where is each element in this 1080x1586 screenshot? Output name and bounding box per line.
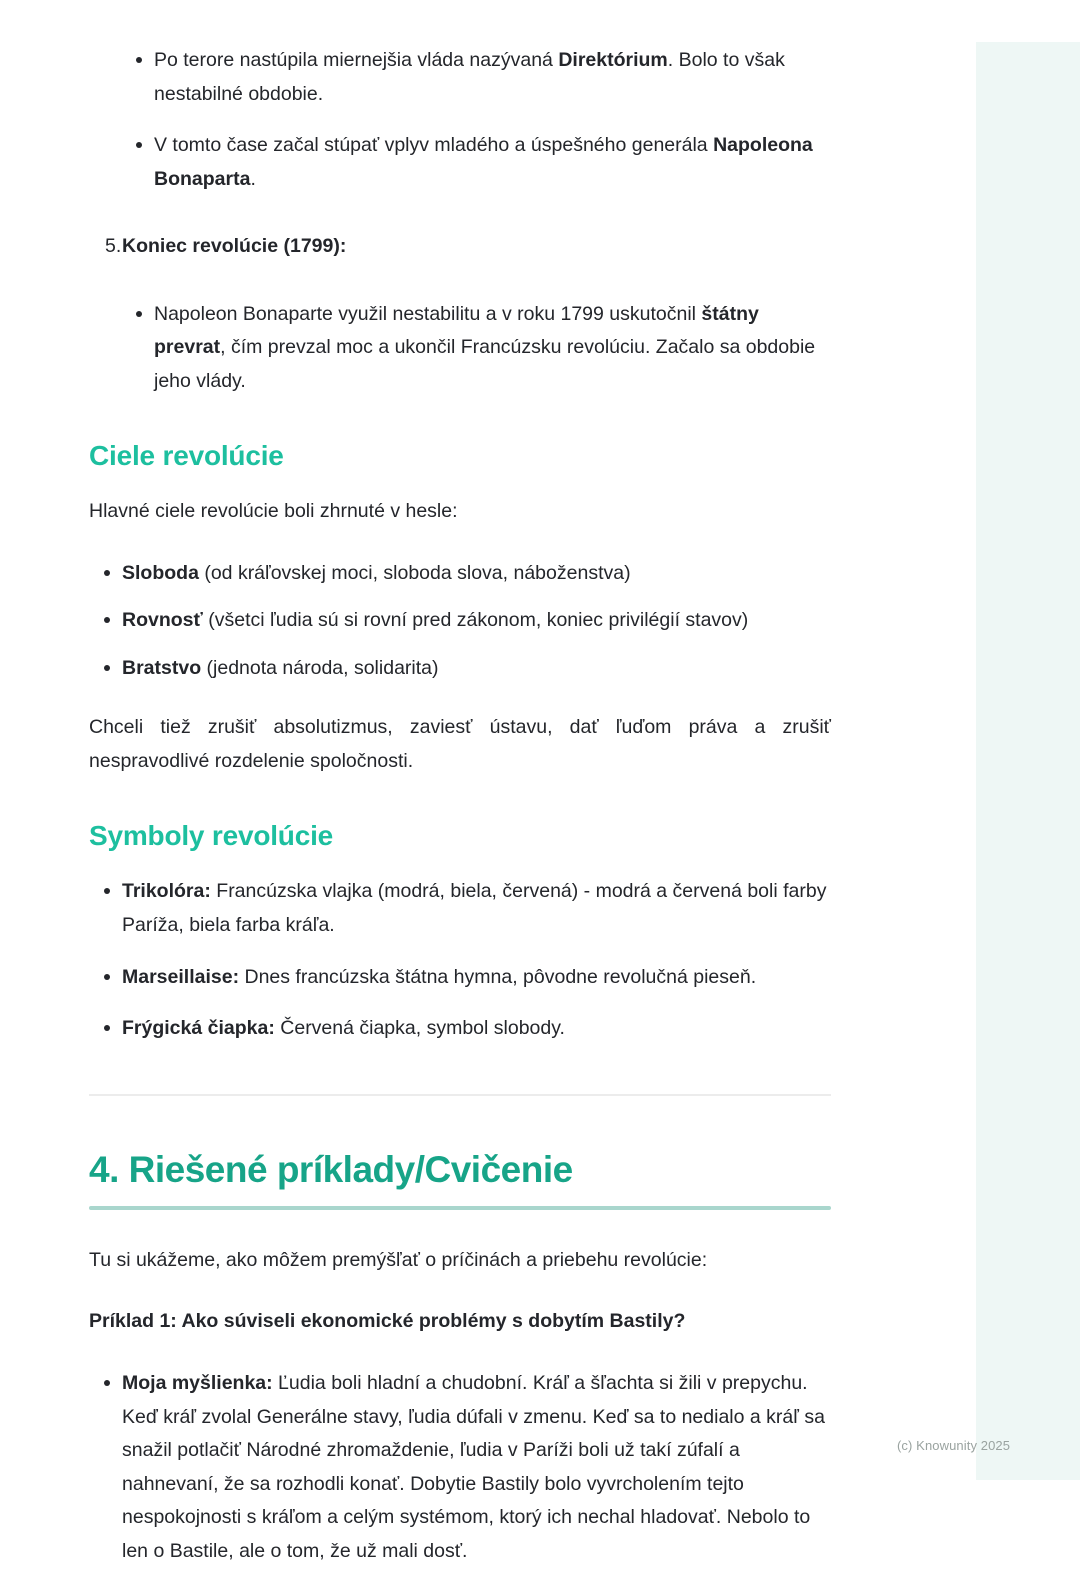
- bullet-text-tail: Ľudia boli hladní a chudobní. Kráľ a šľachta si žili v prepychu. Keď kráľ zvolal Generálne stavy, ľudia dúfali v zmenu. Keď sa to nedialo a kráľ sa snažil potlačiť Národné zhromaždenie, ľudia v Paríži boli už takí zúfalí a nahnevaní, že sa rozhodli konať. Dobytie Bastily bolo vyvrcholením tejto nespokojnosti s kráľom a celým systémom, ktorý ich nechal hladovať. Nebolo to len o Bastile, ale o tom, že už mali dosť.: [122, 1372, 825, 1562]
- exercise-bullet-list: [89, 1367, 831, 1568]
- bullet-text-bold: Sloboda: [122, 561, 199, 584]
- goals-bullet-list: [89, 557, 831, 686]
- list-item: [89, 1012, 831, 1046]
- bullet-text-tail: Francúzska vlajka (modrá, biela, červená) - modrá a červená boli farby Paríža, biela farba kráľa.: [122, 880, 827, 936]
- bullet-text-tail: Červená čiapka, symbol slobody.: [274, 1017, 565, 1040]
- bullet-text-tail: . Bolo to však nestabilné obdobie.: [154, 49, 785, 105]
- bullet-text-lead: V tomto čase začal stúpať vplyv mladého a úspešného generála: [154, 134, 714, 157]
- bullet-text-lead: Po terore nastúpila miernejšia vláda nazývaná: [154, 49, 559, 71]
- bullet-text-bold: Frýgická čiapka:: [122, 1017, 275, 1040]
- bullet-text-bold: Trikolóra:: [122, 880, 211, 903]
- content-column: [89, 44, 831, 1568]
- bullet-text-bold: Moja myšlienka:: [122, 1372, 273, 1395]
- numbered-list-item: [89, 230, 831, 264]
- list-item: [121, 44, 831, 111]
- example-title-text: Príklad 1: Ako súviseli ekonomické problémy s dobytím Bastily?: [89, 1310, 686, 1333]
- continuation-bullet-list: [121, 44, 831, 196]
- side-panel: [976, 42, 1080, 1480]
- goals-closing-paragraph: Chceli tiež zrušiť absolutizmus, zaviesť ústavu, dať ľuďom práva a zrušiť nespravodlivé rozdelenie spoločnosti.: [89, 716, 831, 772]
- numbered-sub-bullet-list: [121, 298, 831, 399]
- bullet-text-tail: Dnes francúzska štátna hymna, pôvodne revolučná pieseň.: [239, 965, 757, 988]
- copyright-watermark: (c) Knowunity 2025: [897, 1438, 1011, 1453]
- bullet-text-lead: Napoleon Bonaparte využil nestabilitu a v roku 1799 uskutočnil: [154, 302, 702, 325]
- example-title: [89, 1305, 831, 1339]
- major-heading-exercises: 4. Riešené príklady/Cvičenie: [89, 1148, 573, 1190]
- numbered-list: [89, 230, 831, 264]
- list-marker: 5.: [105, 235, 122, 258]
- bullet-text-bold: Marseillaise:: [122, 965, 240, 988]
- bullet-text-tail: .: [250, 167, 256, 190]
- symbols-bullet-list: [89, 875, 831, 1045]
- section-heading-symbols: Symboly revolúcie: [89, 820, 334, 852]
- bullet-text-tail: (od kráľovskej moci, sloboda slova, náboženstva): [198, 561, 631, 584]
- major-heading-underline: [89, 1206, 831, 1210]
- section-heading-goals: Ciele revolúcie: [89, 440, 284, 472]
- bullet-text-bold: Napoleona Bonaparta: [154, 134, 813, 190]
- list-item: [89, 875, 831, 942]
- numbered-item-label: Koniec revolúcie (1799):: [122, 235, 347, 258]
- list-item: [89, 1367, 831, 1568]
- bullet-text-bold: Rovnosť: [122, 609, 203, 632]
- section-divider: [89, 1094, 831, 1096]
- goals-intro-paragraph: Hlavné ciele revolúcie boli zhrnuté v hesle:: [89, 500, 458, 523]
- bullet-text-bold: štátny prevrat: [154, 302, 759, 359]
- bullet-text-bold: Direktórium: [558, 49, 668, 71]
- list-item: [121, 129, 831, 196]
- bullet-text-bold: Bratstvo: [122, 656, 202, 679]
- list-item: [121, 298, 831, 399]
- list-item: [89, 557, 831, 591]
- list-item: [89, 652, 831, 686]
- bullet-text-tail: (všetci ľudia sú si rovní pred zákonom, koniec privilégií stavov): [202, 609, 749, 632]
- list-item: [89, 961, 831, 995]
- bullet-text-tail: , čím prevzal moc a ukončil Francúzsku revolúciu. Začalo sa obdobie jeho vlády.: [154, 336, 816, 392]
- list-item: [89, 604, 831, 638]
- exercises-intro-paragraph: Tu si ukážeme, ako môžem premýšľať o príčinách a priebehu revolúcie:: [89, 1248, 708, 1271]
- bullet-text-tail: (jednota národa, solidarita): [201, 656, 439, 679]
